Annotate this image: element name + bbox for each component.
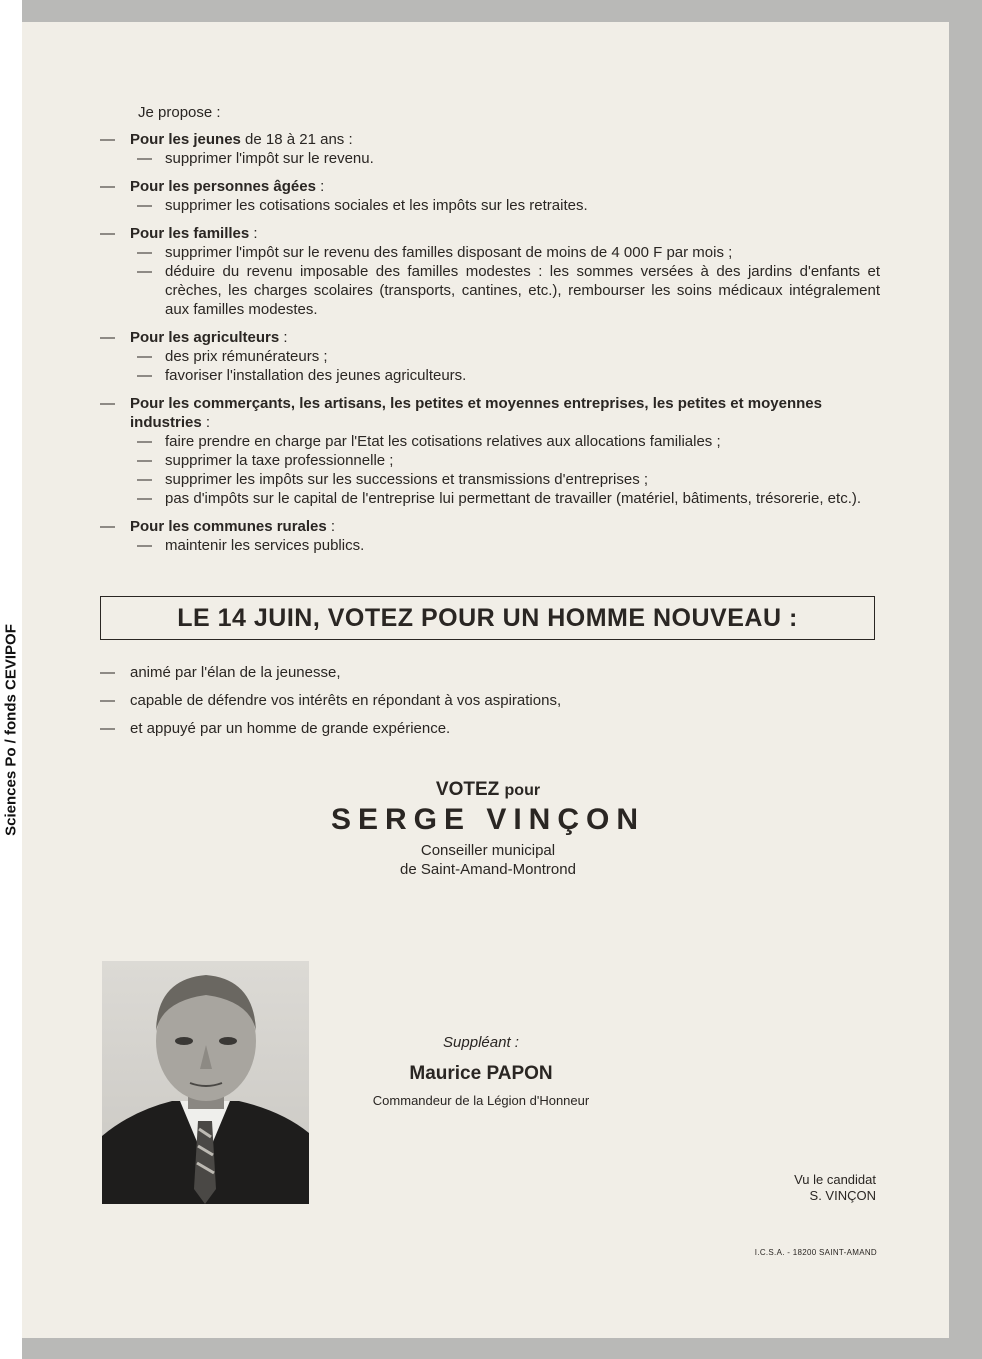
dash-marker: —: [137, 490, 152, 507]
proposal-item-text: faire prendre en charge par l'Etat les cotisations relatives aux allocations familiales ;: [165, 433, 721, 450]
group-heading: [100, 130, 880, 149]
proposal-item: [100, 432, 880, 451]
votez-word: VOTEZ: [435, 779, 500, 800]
reason-item: [100, 658, 561, 686]
proposal-item: [100, 347, 880, 366]
proposal-group: [100, 177, 880, 215]
group-title: [130, 224, 880, 243]
dash-marker: —: [100, 719, 115, 737]
pour-word: pour: [504, 782, 541, 799]
proposal-item-text: déduire du revenu imposable des familles modestes : les sommes versées à des jardins d'enfants et crèches, les charges scolaires (transports, cantines, etc.), rembourser les soins médicaux intégralement aux familles modestes.: [165, 263, 880, 318]
group-title-suffix: :: [279, 329, 288, 346]
suppleant-block: [342, 1034, 620, 1108]
proposal-groups: [100, 130, 880, 564]
proposal-item-text: supprimer l'impôt sur le revenu.: [165, 150, 374, 167]
dash-marker: —: [137, 150, 152, 167]
suppleant-title: Commandeur de la Légion d'Honneur: [372, 1093, 590, 1108]
proposal-item-text: pas d'impôts sur le capital de l'entreprise lui permettant de travailler (matériel, bâtiments, trésorerie, etc.).: [165, 490, 862, 507]
candidate-role-line2: de Saint-Amand-Montrond: [400, 861, 576, 878]
leaflet-page: [22, 22, 949, 1338]
dash-marker: —: [137, 263, 152, 280]
vu-le-candidat: [794, 1172, 876, 1204]
reason-item: [100, 686, 561, 714]
proposal-item-text: supprimer les impôts sur les successions et transmissions d'entreprises ;: [165, 471, 649, 488]
dash-marker: —: [100, 131, 115, 148]
group-title: [130, 328, 880, 347]
group-title-bold: Pour les agriculteurs: [130, 329, 280, 346]
dash-marker: —: [137, 244, 152, 261]
proposal-item: [100, 536, 880, 555]
reasons-list: [100, 658, 561, 742]
group-title-suffix: :: [201, 414, 211, 431]
group-heading: [100, 177, 880, 196]
proposal-item-text: supprimer les cotisations sociales et les impôts sur les retraites.: [165, 197, 588, 214]
group-title-bold: Pour les familles: [130, 225, 250, 242]
group-title-suffix: :: [315, 178, 325, 195]
proposal-item: [100, 489, 880, 508]
candidate-block: [292, 779, 684, 879]
suppleant-portrait-photo: [102, 961, 309, 1204]
dash-marker: —: [137, 452, 152, 469]
reason-text: et appuyé par un homme de grande expérience.: [130, 719, 451, 737]
suppleant-label: Suppléant :: [443, 1034, 519, 1051]
group-title-suffix: :: [249, 225, 258, 242]
reason-item: [100, 714, 561, 742]
candidate-role-line1: Conseiller municipal: [420, 842, 556, 859]
dash-marker: —: [137, 348, 152, 365]
dash-marker: —: [100, 691, 115, 709]
candidate-role: [292, 841, 684, 879]
group-heading: [100, 517, 880, 536]
proposal-item: [100, 243, 880, 262]
proposal-group: [100, 130, 880, 168]
vu-line1: Vu le candidat: [794, 1172, 876, 1187]
group-title-bold: Pour les commerçants, les artisans, les petites et moyennes entreprises, les petites et moyennes industries: [130, 395, 822, 431]
proposal-item: [100, 451, 880, 470]
group-heading: [100, 394, 880, 432]
group-title-suffix: de 18 à 21 ans :: [240, 131, 353, 148]
dash-marker: —: [137, 471, 152, 488]
proposal-item-text: maintenir les services publics.: [165, 537, 365, 554]
proposal-item-text: supprimer la taxe professionnelle ;: [165, 452, 394, 469]
votez-heading: [292, 779, 684, 801]
dash-marker: —: [137, 433, 152, 450]
proposal-item: [100, 262, 880, 319]
reason-text: animé par l'élan de la jeunesse,: [130, 663, 341, 681]
proposal-group: [100, 328, 880, 385]
proposal-item: [100, 470, 880, 489]
dash-marker: —: [100, 225, 115, 242]
printer-mention: I.C.S.A. - 18200 SAINT-AMAND: [754, 1248, 877, 1257]
candidate-name: SERGE VINÇON: [330, 803, 646, 836]
proposal-item: [100, 196, 880, 215]
dash-marker: —: [137, 197, 152, 214]
group-title-suffix: :: [326, 518, 336, 535]
group-title-bold: Pour les jeunes: [130, 131, 241, 148]
group-title: [130, 177, 880, 196]
dash-marker: —: [100, 329, 115, 346]
suppleant-name: Maurice PAPON: [409, 1063, 553, 1084]
group-heading: [100, 328, 880, 347]
group-title: [130, 394, 880, 432]
dash-marker: —: [100, 395, 115, 412]
group-title-bold: Pour les personnes âgées: [130, 178, 316, 195]
proposal-item-text: favoriser l'installation des jeunes agriculteurs.: [165, 367, 467, 384]
proposal-group: [100, 517, 880, 555]
dash-marker: —: [100, 178, 115, 195]
dash-marker: —: [137, 537, 152, 554]
group-title: [130, 130, 880, 149]
group-heading: [100, 224, 880, 243]
proposal-item-text: supprimer l'impôt sur le revenu des familles disposant de moins de 4 000 F par mois ;: [165, 244, 733, 261]
group-title: [130, 517, 880, 536]
vu-line2: S. VINÇON: [809, 1188, 876, 1203]
archive-label-text: Sciences Po / fonds CEVIPOF: [2, 624, 20, 836]
side-archive-label: [0, 0, 22, 1359]
slogan-banner: LE 14 JUIN, VOTEZ POUR UN HOMME NOUVEAU :: [100, 596, 875, 640]
group-title-bold: Pour les communes rurales: [130, 518, 327, 535]
dash-marker: —: [100, 663, 115, 681]
reason-text: capable de défendre vos intérêts en répondant à vos aspirations,: [130, 691, 562, 709]
intro-text: Je propose :: [138, 104, 221, 121]
dash-marker: —: [100, 518, 115, 535]
proposal-item-text: des prix rémunérateurs ;: [165, 348, 328, 365]
dash-marker: —: [137, 367, 152, 384]
proposal-group: [100, 394, 880, 508]
proposal-item: [100, 366, 880, 385]
proposal-item: [100, 149, 880, 168]
proposal-group: [100, 224, 880, 319]
